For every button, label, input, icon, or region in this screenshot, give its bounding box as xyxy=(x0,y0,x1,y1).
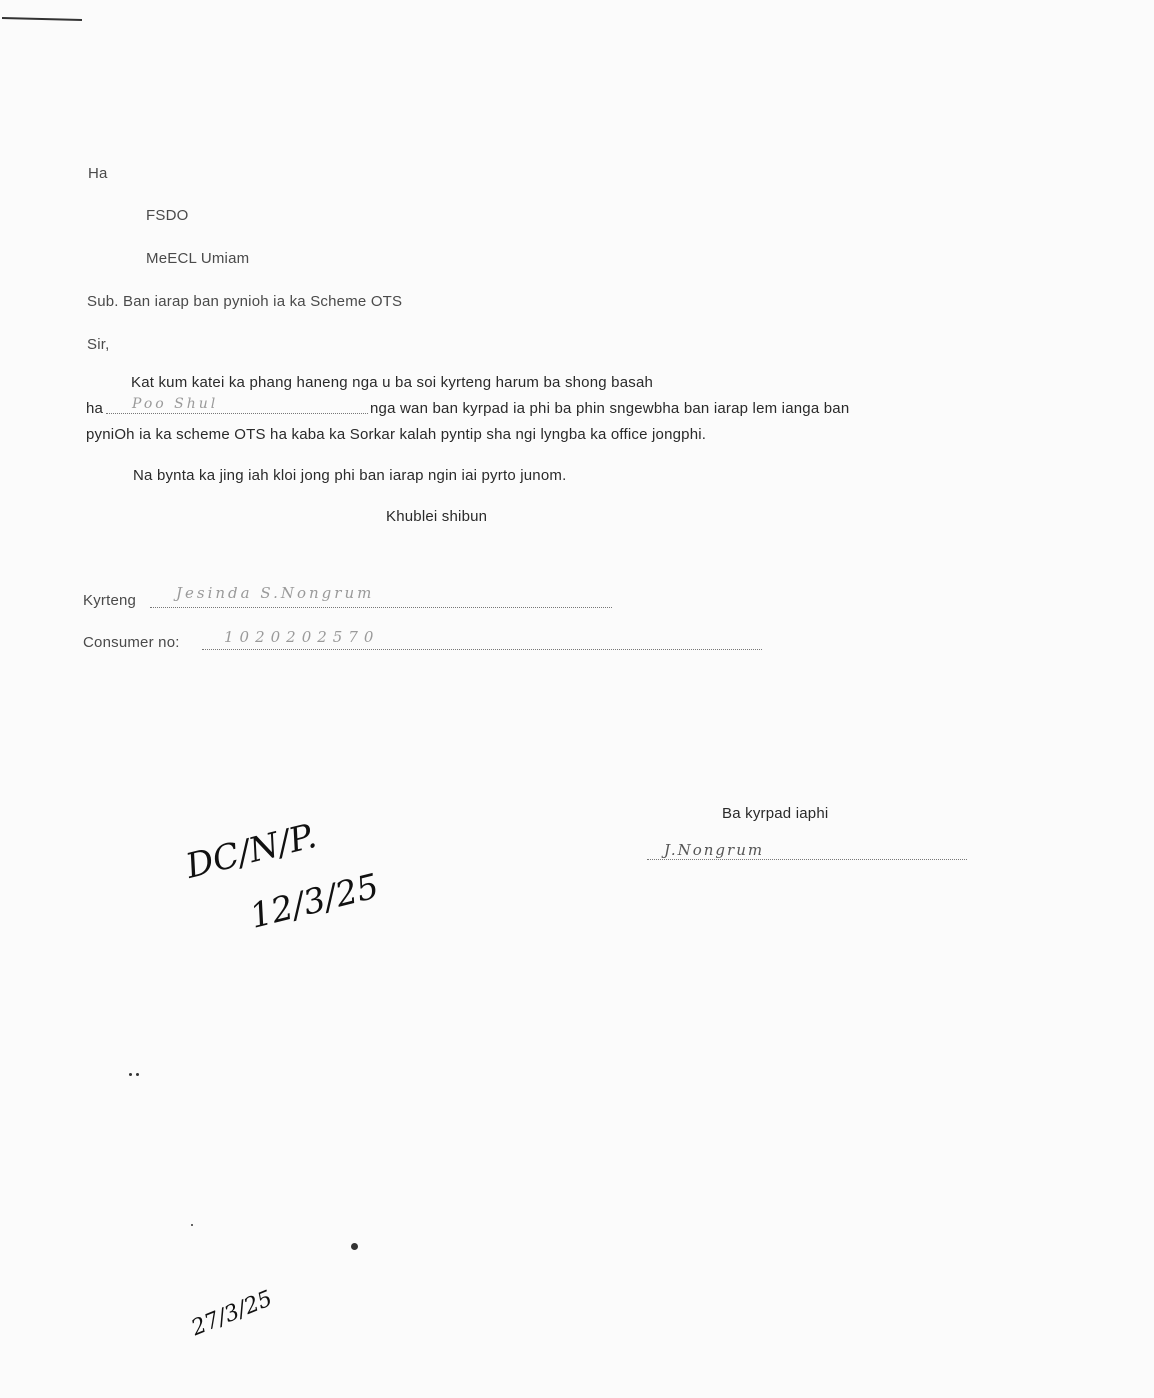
speck xyxy=(191,1224,193,1226)
name-line xyxy=(150,607,612,608)
closing: Khublei shibun xyxy=(386,508,488,525)
subject-line: Sub. Ban iarap ban pynioh ia ka Scheme OTS xyxy=(87,293,403,310)
speck xyxy=(129,1073,132,1076)
addressee-line2: MeECL Umiam xyxy=(146,250,250,267)
body-paragraph2: Na bynta ka jing iah kloi jong phi ban iarap ngin iai pyrto junom. xyxy=(133,467,567,484)
name-label: Kyrteng xyxy=(83,592,137,609)
body-line2-prefix: ha xyxy=(86,400,104,417)
speck xyxy=(136,1073,139,1076)
body-line2-suffix: nga wan ban kyrpad ia phi ba phin sngewbha ban iarap lem ianga ban xyxy=(370,400,850,417)
signature-handwriting: J.Nongrum xyxy=(664,841,765,859)
name-handwriting: Jesinda S.Nongrum xyxy=(176,584,375,602)
signature-line xyxy=(647,859,967,860)
consumer-handwriting: 1020202570 xyxy=(224,628,380,646)
to-label: Ha xyxy=(88,165,108,182)
salutation: Sir, xyxy=(87,336,110,353)
body-blank-handwriting: Poo Shul xyxy=(132,396,219,412)
body-line1: Kat kum katei ka phang haneng nga u ba soi kyrteng harum ba shong basah xyxy=(131,374,654,391)
consumer-label: Consumer no: xyxy=(83,634,180,651)
note-handwriting-line1: DC/N/P. xyxy=(182,815,321,887)
body-line3: pyniOh ia ka scheme OTS ha kaba ka Sorkar kalah pyntip sha ngi lyngba ka office jongphi. xyxy=(86,426,707,443)
initials-date-handwriting: 27/3/25 xyxy=(188,1286,277,1342)
body-blank-line xyxy=(106,413,368,414)
top-rule xyxy=(2,17,82,21)
speck xyxy=(351,1243,358,1250)
consumer-line xyxy=(202,649,762,650)
note-handwriting-line2: 12/3/25 xyxy=(246,866,383,937)
signature-label: Ba kyrpad iaphi xyxy=(722,805,829,822)
addressee-line1: FSDO xyxy=(146,207,189,224)
